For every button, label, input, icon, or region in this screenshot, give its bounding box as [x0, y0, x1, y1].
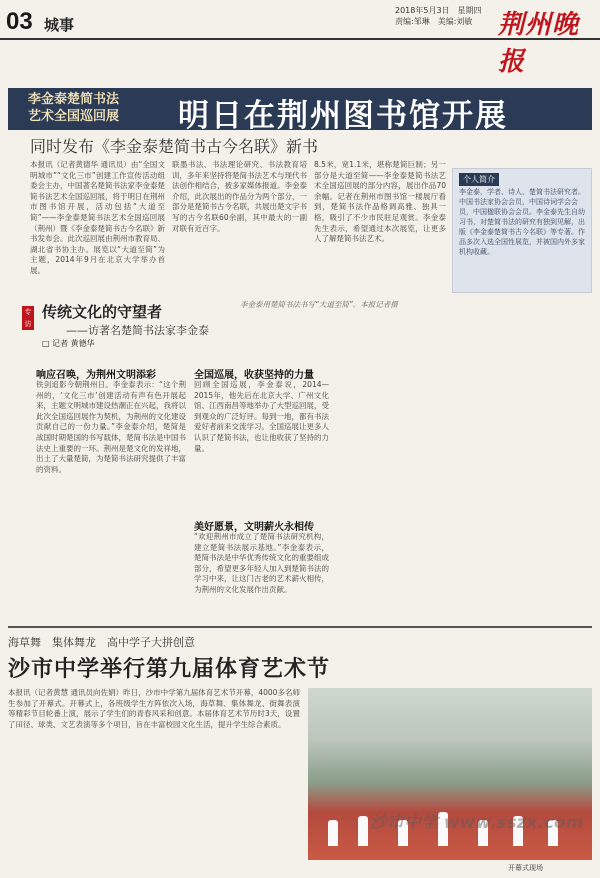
editor-line: 责编:邹琳 美编:刘敏	[395, 17, 473, 26]
watermark: 沙市中学 www.sszx.com	[370, 813, 584, 833]
section-heading-1: 响应召唤，为荆州文明添彩	[36, 370, 156, 381]
section-heading-3: 美好愿景，文明薪火永相传	[194, 522, 314, 533]
feature-headline: 传统文化的守望者	[42, 303, 163, 321]
story1-column-1: 本报讯（记者黄德华 通讯员）由“全国文明城市”“文化三市”创建工作宣传活动组委会主办，中国著名楚简书法家李金泰楚简书法艺术全国巡回展，将于明日在荆州市图书馆开展，活动包括“大道至简”——李金泰楚简书法艺术全国巡回展（荆州）暨《李金泰楚简书古今名联》新书发布会。此次巡回展由荆州市教育局、湖北省书协主办。展览以“大道至简”为主题，2014年9月在北京大学举办首展。	[30, 160, 165, 275]
section-body-1: 铁剑追影今朝荆州日。李金泰表示：“这个荆州的，‘文化三市’创建活动有声有色开展起来，主题文明城市建设热潮正在兴起，我将以此次全国巡回展作为契机，为荆州的文化建设贡献自己的一份力量。”李金泰介绍，楚简是战国时期楚国的书写载体，楚简书法是中国书法史上重要的一环。荆州是楚文化的发祥地，出土了大量楚简，为楚简书法研究提供了丰富的资料。	[36, 380, 186, 474]
profile-text: 李金泰，学者、诗人，楚简书法研究者。中国书法家协会会员，中国诗词学会会员，中国楹联协会会员。李金泰先生自幼习书，对楚简书法的研究有独到见解，出版《李金泰楚简书古今名联》等专著。作品多次入选全国性展览，并被国内外多家机构收藏。	[459, 188, 585, 256]
banner-kicker	[28, 91, 119, 125]
date-info	[395, 5, 482, 27]
section-divider	[8, 626, 592, 628]
banner-kicker-line2: 艺术全国巡回展	[28, 109, 120, 124]
story2-kicker: 海草舞 集体舞龙 高中学子大拼创意	[8, 636, 195, 649]
banner-kicker-line1: 李金泰楚简书法	[28, 92, 120, 107]
section-body-2: 回顾全国巡展，李金泰说，2014—2015年，他先后在北京大学、广州文化馆、江西南昌等地举办了大型巡回展，受到观众的广泛好评。每到一地，都有书法爱好者前来交流学习。全国巡展让更多人认识了楚简书法，也让他收获了坚持的力量。	[194, 380, 329, 453]
photo-figure	[328, 820, 338, 846]
profile-box	[452, 168, 592, 293]
story2-headline: 沙市中学举行第九届体育艺术节	[8, 657, 331, 682]
story1-column-3: 8.5米，宽1.1米，堪称楚简巨制；另一部分是大道至简——李金泰楚简书法艺术全国巡回展的部分内容，展出作品70余幅。记者在荆州市图书馆一楼展厅看到，楚简书法作品格调高雅、独具一格，吸引了不少市民驻足观赏。李金泰先生表示，希望通过本次展览，让更多人了解楚简书法艺术。	[314, 160, 446, 244]
section-heading-2: 全国巡展，收获坚持的力量	[194, 370, 314, 381]
subheadline: 同时发布《李金泰楚简书古今名联》新书	[30, 137, 319, 156]
masthead-logo: 荆州晚报	[498, 10, 580, 77]
section-continue-column	[336, 366, 456, 620]
profile-tag: 个人简介	[459, 173, 499, 186]
page-header	[0, 0, 600, 77]
story1-column-2: 联墨书法、书法理论研究、书法教育培训，多年来坚持将楚简书法艺术与现代书法创作相结合，被多家媒体报道。李金泰介绍，此次展出的作品分为两个部分，一部分是楚简书古今名联，共展出楚文字书写的古今名联60余副，其中最大的一副对联有近百字。	[172, 160, 307, 233]
photo-caption: 李金泰用楚简书法书写“大道至简”。本报记者摄	[240, 300, 398, 309]
feature-byline: □ 记者 黄德华	[42, 339, 95, 348]
section-continue-column-2	[462, 366, 592, 620]
section-name: 城事	[44, 16, 75, 34]
date-line: 2018年5月3日 星期四	[395, 6, 482, 15]
photo-figure	[358, 816, 368, 846]
event-photo	[308, 688, 592, 860]
section-number: 03	[6, 8, 33, 35]
interview-tag: 专访	[22, 306, 34, 330]
story2-body: 本报讯（记者黄慧 通讯员向佐娟）昨日，沙市中学第九届体育艺术节开幕，4000多名师生参加了开幕式。开幕式上，各班级学生方阵依次入场，海草舞、集体舞龙、街舞表演等精彩节目轮番上演，展示了学生们的青春风采和创意。本届体育艺术节历时3天，设置了田径、球类、文艺表演等多个项目，旨在丰富校园文化生活，提升学生综合素质。	[8, 688, 300, 729]
event-photo-caption: 开幕式现场	[508, 864, 543, 872]
headline-banner	[8, 88, 592, 134]
feature-subtitle: ——访著名楚简书法家李金泰	[66, 324, 209, 337]
section-body-3: “欢迎荆州市成立了楚简书法研究机构，建立楚简书法展示基地。”李金泰表示，楚简书法是中华优秀传统文化的重要组成部分，希望更多年轻人加入到楚简书法的学习中来，让这门古老的艺术薪火相传，为荆州的文化发展作出贡献。	[194, 532, 329, 594]
banner-headline: 明日在荆州图书馆开展	[178, 98, 508, 134]
